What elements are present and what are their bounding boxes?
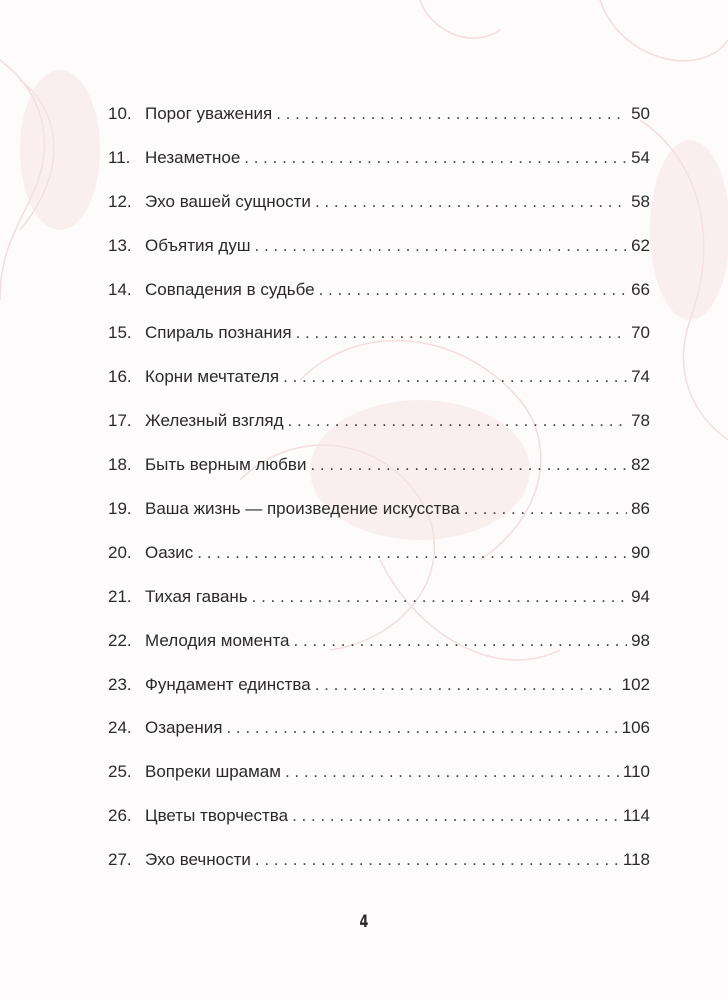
toc-entry[interactable] — [108, 587, 650, 631]
dot-leader — [226, 718, 617, 738]
entry-title: Железный взгляд — [145, 411, 284, 431]
entry-number: 12. — [108, 191, 132, 211]
toc-entry[interactable] — [108, 280, 650, 324]
toc-entry[interactable] — [108, 631, 650, 675]
toc-entry[interactable] — [108, 411, 650, 455]
entry-title: Эхо вечности — [145, 850, 251, 870]
toc-entry[interactable] — [108, 850, 650, 894]
entry-title: Мелодия момента — [145, 630, 290, 650]
entry-number: 14. — [108, 279, 132, 299]
entry-page: 74 — [631, 367, 650, 387]
entry-number: 25. — [108, 762, 132, 782]
entry-title: Вопреки шрамам — [145, 762, 281, 782]
entry-title: Незаметное — [145, 147, 241, 167]
dot-leader — [244, 148, 627, 168]
toc-entry[interactable] — [108, 236, 650, 280]
toc-entry[interactable] — [108, 323, 650, 367]
dot-leader — [296, 323, 627, 343]
entry-title: Быть верным любви — [145, 455, 307, 475]
entry-number: 26. — [108, 806, 132, 826]
entry-page: 90 — [631, 542, 650, 562]
entry-number: 19. — [108, 499, 132, 519]
entry-title: Ваша жизнь — произведение искусства — [145, 499, 460, 519]
entry-number: 27. — [108, 850, 132, 870]
toc-entry[interactable] — [108, 148, 650, 192]
entry-number: 24. — [108, 718, 132, 738]
entry-title: Цветы творчества — [145, 806, 289, 826]
dot-leader — [276, 104, 627, 124]
entry-page: 106 — [621, 718, 650, 738]
entry-page: 70 — [631, 323, 650, 343]
dot-leader — [464, 499, 627, 519]
entry-title: Эхо вашей сущности — [145, 191, 311, 211]
entry-number: 17. — [108, 411, 132, 431]
entry-page: 94 — [631, 586, 650, 606]
dot-leader — [292, 806, 619, 826]
toc-entry[interactable] — [108, 718, 650, 762]
entry-title: Озарения — [145, 718, 223, 738]
entry-page: 58 — [631, 191, 650, 211]
toc-entry[interactable] — [108, 455, 650, 499]
toc-entry[interactable] — [108, 675, 650, 719]
entry-page: 66 — [631, 279, 650, 299]
entry-title: Порог уважения — [145, 104, 273, 123]
entry-title: Корни мечтателя — [145, 367, 280, 387]
toc-entry[interactable] — [108, 806, 650, 850]
entry-page: 82 — [631, 455, 650, 475]
entry-number: 11. — [108, 147, 131, 167]
entry-page: 118 — [622, 850, 650, 870]
entry-number: 15. — [108, 323, 132, 343]
toc-entry[interactable] — [108, 762, 650, 806]
entry-number: 21. — [108, 586, 132, 606]
entry-page: 102 — [621, 674, 650, 694]
toc-entry[interactable] — [108, 543, 650, 587]
entry-title: Тихая гавань — [145, 586, 248, 606]
entry-number: 22. — [108, 630, 132, 650]
entry-number: 13. — [108, 235, 132, 255]
entry-page: 50 — [631, 104, 650, 123]
toc-entry[interactable] — [108, 367, 650, 411]
entry-title: Совпадения в судьбе — [145, 279, 315, 299]
entry-title: Спираль познания — [145, 323, 292, 343]
entry-title: Оазис — [145, 542, 194, 562]
entry-number: 23. — [108, 674, 132, 694]
entry-page: 114 — [622, 806, 650, 826]
table-of-contents — [108, 104, 650, 894]
entry-title: Объятия душ — [145, 235, 251, 255]
dot-leader — [283, 367, 627, 387]
entry-number: 20. — [108, 542, 132, 562]
entry-page: 98 — [631, 630, 650, 650]
dot-leader — [255, 850, 619, 870]
entry-title: Фундамент единства — [145, 674, 311, 694]
entry-page: 86 — [631, 499, 650, 519]
dot-leader — [315, 675, 618, 695]
dot-leader — [294, 631, 628, 651]
page-number: 4 — [359, 912, 369, 932]
entry-page: 78 — [631, 411, 650, 431]
entry-number: 16. — [108, 367, 132, 387]
entry-page: 110 — [622, 762, 650, 782]
dot-leader — [288, 411, 628, 431]
dot-leader — [310, 455, 627, 475]
toc-entry[interactable] — [108, 499, 650, 543]
dot-leader — [252, 587, 627, 607]
entry-page: 62 — [631, 235, 650, 255]
entry-number: 10. — [108, 104, 132, 123]
entry-number: 18. — [108, 455, 132, 475]
dot-leader — [315, 192, 627, 212]
toc-entry[interactable] — [108, 192, 650, 236]
entry-page: 54 — [631, 147, 650, 167]
toc-entry[interactable] — [108, 104, 650, 148]
dot-leader — [197, 543, 627, 563]
dot-leader — [285, 762, 619, 782]
dot-leader — [255, 236, 628, 256]
dot-leader — [319, 280, 628, 300]
